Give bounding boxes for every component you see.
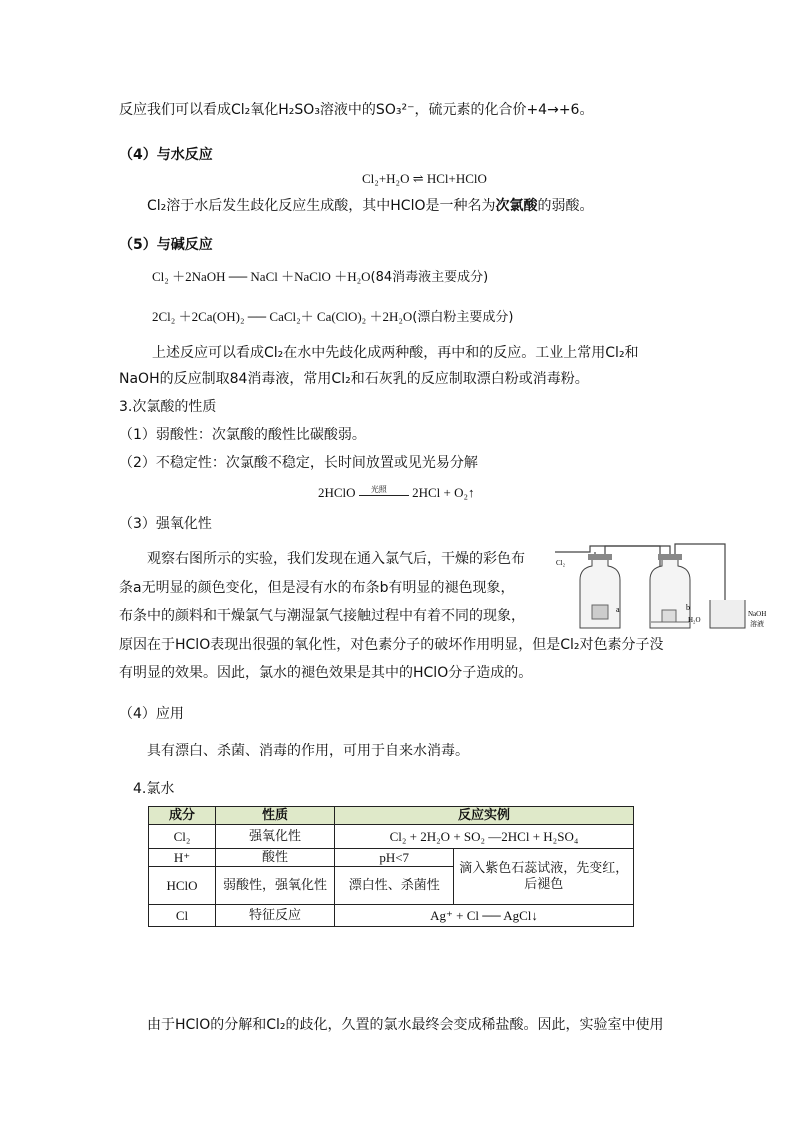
chlorine-water-table <box>148 806 634 927</box>
cell-weak-acid-oxidizer: 弱酸性，强氧化性 <box>216 867 335 905</box>
paragraph-sulfite: 反应我们可以看成Cl₂氧化H₂SO₃溶液中的SO₃²⁻，硫元素的化合价+4→+6。 <box>119 102 594 118</box>
experiment-figure <box>550 540 775 635</box>
label-cl2: Cl₂ <box>556 559 566 567</box>
cell-ph: pH<7 <box>335 849 454 867</box>
label-solution: 溶液 <box>750 620 764 628</box>
item-strong-oxidizer: （3）强氧化性 <box>119 516 212 532</box>
equation-naoh-note: (84消毒液主要成分) <box>370 270 489 285</box>
cell-acidic: 酸性 <box>216 849 335 867</box>
cell-h-plus: H⁺ <box>149 849 216 867</box>
cloth-a <box>592 605 608 619</box>
cell-characteristic: 特征反应 <box>216 905 335 927</box>
equation-caoh-note: (漂白粉主要成分) <box>412 310 514 325</box>
paragraph-base-1: 上述反应可以看成Cl₂在水中先歧化成两种酸，再中和的反应。工业上常用Cl₂和 <box>152 345 639 361</box>
header-component: 成分 <box>149 807 216 825</box>
paragraph-final: 由于HClO的分解和Cl₂的歧化，久置的氯水最终会变成稀盐酸。因此，实验室中使用 <box>147 1017 664 1033</box>
observation-line-3: 布条中的颜料和干燥氯气与潮湿氯气接触过程中有着不同的现象， <box>119 608 525 624</box>
observation-line-1: 观察右图所示的实验，我们发现在通入氯气后，干燥的彩色布 <box>147 551 525 567</box>
cell-cl2: Cl₂ <box>149 825 216 849</box>
equation-water: Cl₂+H₂O ⇌ HCl+HClO <box>362 171 487 186</box>
cell-strong-oxidizer: 强氧化性 <box>216 825 335 849</box>
term-hypochlorous: 次氯酸 <box>495 198 538 214</box>
equation-caoh <box>152 308 513 327</box>
item-application: （4）应用 <box>119 706 184 722</box>
equation-naoh-body: Cl₂ ＋2NaOH ── NaCl ＋NaClO ＋H₂O <box>152 269 371 284</box>
cell-agcl-reaction: Ag⁺ + Cl ── AgCl↓ <box>335 905 634 927</box>
bottle1-stopper <box>588 554 612 560</box>
cell-hclo: HClO <box>149 867 216 905</box>
observation-line-2: 条a无明显的颜色变化，但是浸有水的布条b有明显的褪色现象， <box>119 580 515 596</box>
observation-line-4: 原因在于HClO表现出很强的氧化性，对色素分子的破坏作用明显，但是Cl₂对色素分子没 <box>119 637 664 653</box>
decomp-right: 2HCl + O₂↑ <box>412 485 475 500</box>
cell-cl-ion: Cl <box>149 905 216 927</box>
label-h2o: H₂O <box>688 616 701 624</box>
label-a: a <box>616 605 620 614</box>
paragraph-base-2: NaOH的反应制取84消毒液，常用Cl₂和石灰乳的反应制取漂白粉或消毒粉。 <box>119 371 589 387</box>
paragraph-water <box>147 197 594 215</box>
equation-decomposition <box>318 484 475 502</box>
text-water-end: 的弱酸。 <box>537 198 594 214</box>
table-row <box>149 849 634 867</box>
item-unstable: （2）不稳定性：次氯酸不稳定，长时间放置或见光易分解 <box>119 455 478 471</box>
text-water-start: Cl₂溶于水后发生歧化反应生成酸，其中HClO是一种名为 <box>147 198 496 214</box>
heading-react-water: （4）与水反应 <box>119 147 213 163</box>
bottle2-stopper <box>658 554 682 560</box>
header-property: 性质 <box>216 807 335 825</box>
observation-line-5: 有明显的效果。因此，氯水的褪色效果是其中的HClO分子造成的。 <box>119 665 533 681</box>
cell-cl2-reaction: Cl₂ + 2H₂O + SO₂ ―2HCl + H₂SO₄ <box>335 825 634 849</box>
heading-react-base: （5）与碱反应 <box>119 237 213 253</box>
decomp-arrow <box>359 487 409 501</box>
application-text: 具有漂白、杀菌、消毒的作用，可用于自来水消毒。 <box>147 743 469 759</box>
heading-hclo-properties: 3.次氯酸的性质 <box>119 399 217 415</box>
equation-caoh-body: 2Cl₂ ＋2Ca(OH)₂ ── CaCl₂＋ Ca(ClO)₂ ＋2H₂O <box>152 309 413 324</box>
table-header-row <box>149 807 634 825</box>
label-naoh: NaOH <box>748 610 767 618</box>
cell-litmus: 滴入紫色石蕊试液，先变红，后褪色 <box>454 849 634 905</box>
item-weak-acid: （1）弱酸性：次氯酸的酸性比碳酸弱。 <box>119 427 366 443</box>
cloth-b <box>662 610 676 622</box>
table-row <box>149 825 634 849</box>
equation-naoh <box>152 268 488 287</box>
decomp-condition: 光照 <box>370 485 387 495</box>
cell-bleach: 漂白性、杀菌性 <box>335 867 454 905</box>
decomp-left: 2HClO <box>318 485 356 500</box>
heading-chlorine-water: 4.氯水 <box>133 781 175 797</box>
table-row <box>149 905 634 927</box>
header-example: 反应实例 <box>335 807 634 825</box>
beaker <box>710 600 745 628</box>
label-b: b <box>686 603 690 612</box>
